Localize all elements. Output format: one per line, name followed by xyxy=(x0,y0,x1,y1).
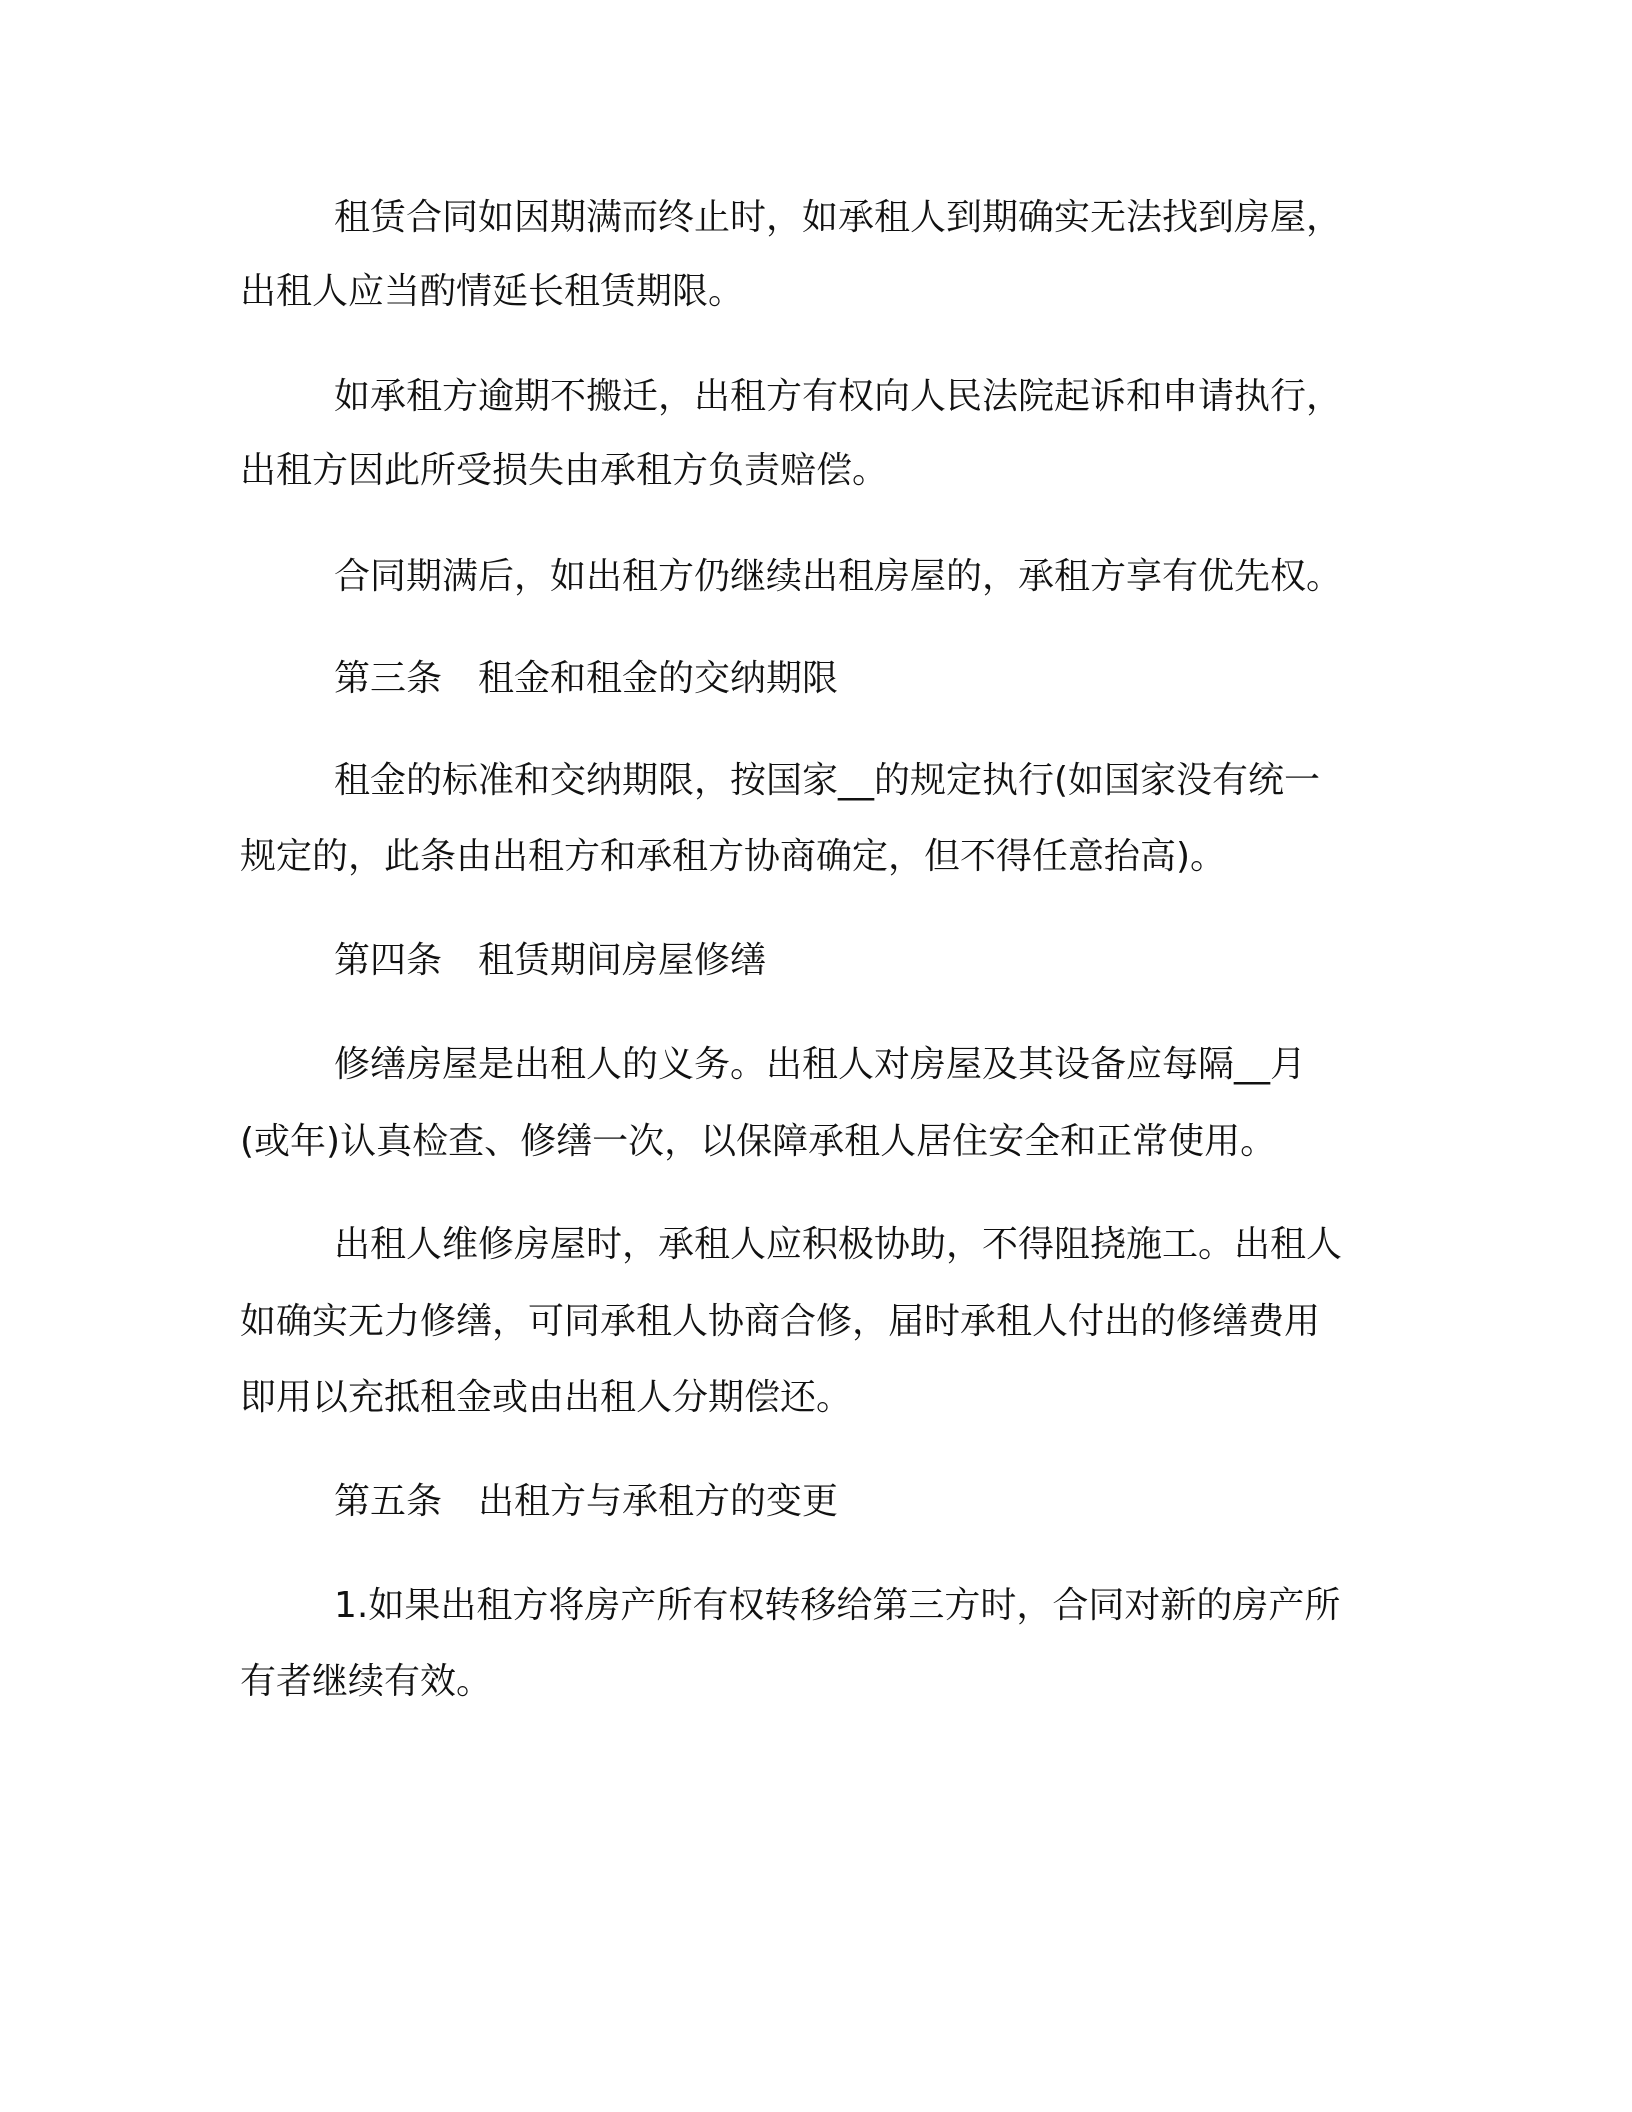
article-heading xyxy=(334,1480,838,1524)
paragraph-line: 合同期满后，如出租方仍继续出租房屋的，承租方享有优先权。 xyxy=(334,556,1343,597)
article-number: 第三条 xyxy=(334,658,443,699)
article-number: 第五条 xyxy=(334,1481,443,1522)
article-heading xyxy=(334,939,766,983)
document-page xyxy=(240,0,1390,2112)
paragraph-line: 出租方因此所受损失由承租方负责赔偿。 xyxy=(240,450,889,491)
paragraph-line: (或年)认真检查、修缮一次，以保障承租人居住安全和正常使用。 xyxy=(240,1121,1277,1162)
paragraph-line: 如承租方逾期不搬迁，出租方有权向人民法院起诉和申请执行， xyxy=(334,376,1343,417)
paragraph-line: 出租人维修房屋时，承租人应积极协助，不得阻挠施工。出租人 xyxy=(334,1224,1343,1265)
article-heading xyxy=(334,657,838,701)
paragraph-line: 即用以充抵租金或由出租人分期偿还。 xyxy=(240,1377,853,1418)
article-number: 第四条 xyxy=(334,940,443,981)
paragraph-line: 租赁合同如因期满而终止时，如承租人到期确实无法找到房屋， xyxy=(334,197,1343,238)
paragraph-line: 规定的，此条由出租方和承租方协商确定，但不得任意抬高)。 xyxy=(240,836,1227,877)
paragraph-line: 有者继续有效。 xyxy=(240,1661,493,1702)
article-title: 租赁期间房屋修缮 xyxy=(478,940,767,981)
article-title: 租金和租金的交纳期限 xyxy=(478,658,839,699)
paragraph-line: 1.如果出租方将房产所有权转移给第三方时，合同对新的房产所 xyxy=(334,1585,1341,1626)
paragraph-line: 如确实无力修缮，可同承租人协商合修，届时承租人付出的修缮费用 xyxy=(240,1301,1321,1342)
paragraph-line: 租金的标准和交纳期限，按国家__的规定执行(如国家没有统一 xyxy=(334,760,1321,801)
paragraph-line: 出租人应当酌情延长租赁期限。 xyxy=(240,271,745,312)
paragraph-line: 修缮房屋是出租人的义务。出租人对房屋及其设备应每隔__月 xyxy=(334,1044,1307,1085)
article-title: 出租方与承租方的变更 xyxy=(478,1481,839,1522)
